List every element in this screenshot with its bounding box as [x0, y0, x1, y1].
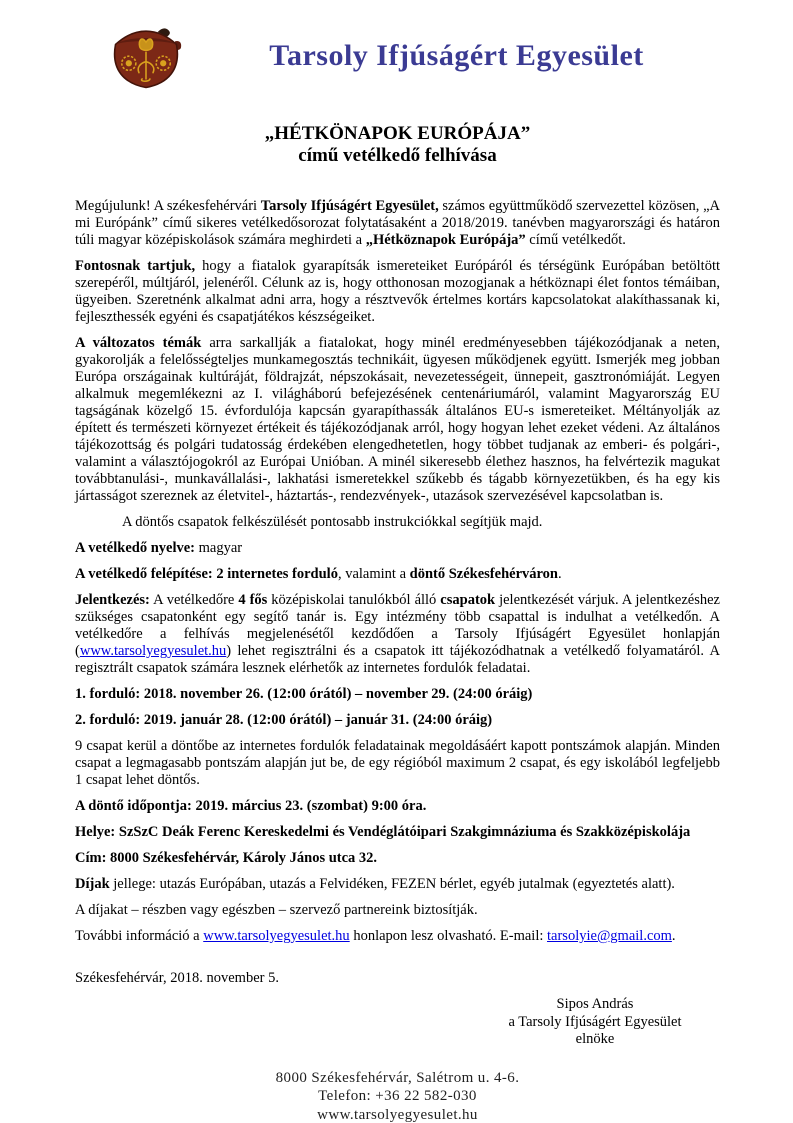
text-run: hogy a fiatalok gyarapítsák ismereteiket Európáról és térségünk Európában betöltött szerepéről, múltjáról, jelenéről. Célunk az is, hogy otthonosan mozogjanak a hétköznapi élet fontos témáiban, ügyeiben. Szeretnénk alkalmat adni arra, hogy a résztvevők értelmes kortárs kapcsolatokat alakíthassanak ki, fejleszthessék egyéni és csapatjátékos készségeiket.	[75, 258, 720, 325]
text-run: .	[558, 566, 562, 582]
tarsoly-satchel-logo-icon	[103, 21, 189, 93]
page-title	[75, 123, 720, 167]
text-run: 4 fős	[238, 592, 268, 608]
text-run: A döntős csapatok felkészülését pontosabb instrukciókkal segítjük majd.	[122, 514, 543, 530]
paragraph	[75, 824, 720, 841]
footer-line: www.tarsolyegyesulet.hu	[317, 1106, 478, 1123]
link[interactable]: www.tarsolyegyesulet.hu	[79, 643, 227, 659]
text-run: Fontosnak tartjuk,	[75, 258, 196, 274]
text-run: arra sarkallják a fiatalokat, hogy minél eredményesebben tájékozódjanak a neten, gyakorolják a felelősségteljes munkamegosztás technikáit, ügyesen működjenek együtt. Ismerjék meg jobban Európa országainak kultúráját, földrajzát, népszokásait, nevezetességeit, ünnepeit, gasztronómiáját. Legyen alkalmuk megemlékezni az I. világháború befejezésének centenáriumáról, valamint Magyarország EU tagságának közelgő 15. évfordulója kapcsán gyarapíthassák általános EU-s ismereteiket. Méltányolják az épített és természeti környezet értékeit és tájékozódjanak arról, hogy hogyan lehet ezeket védeni. Az általános tájékozottság és polgári tudatosság érdekében elengedhetetlen, hogy többet tudjanak az emberi- és polgári-, valamint a választójogokról az Európai Unióban. A minél sikeresebb élethez hasznos, ha felvértezik magukat továbbtanulási-, munkavállalási-, lakhatási ismeretekkel szűkebb és tágabb környezetükben, és ha egy kis jártasságot szereznek az életvitel-, háztartás-, rendezvények-, utazások szervezésével kapcsolatban is.	[75, 335, 721, 504]
paragraph	[75, 514, 720, 531]
footer-line: Telefon: +36 22 582-030	[318, 1088, 477, 1104]
text-run: 2. forduló: 2019. január 28. (12:00 órától) – január 31. (24:00 óráig)	[75, 712, 493, 728]
paragraph	[75, 686, 720, 703]
paragraph	[75, 928, 720, 945]
link[interactable]: www.tarsolyegyesulet.hu	[203, 928, 350, 944]
text-run: magyar	[195, 540, 243, 556]
paragraph	[75, 850, 720, 867]
text-run: Jelentkezés:	[75, 592, 150, 608]
text-run: honlapon lesz olvasható. E-mail:	[349, 928, 548, 944]
text-run: , valamint a	[337, 566, 410, 582]
text-run: döntő Székesfehérváron	[409, 566, 558, 582]
page-title-line1: „HÉTKÖNAPOK EURÓPÁJA”	[264, 123, 531, 144]
page-title-line2: című vetélkedő felhívása	[298, 145, 497, 166]
text-run: A vetélkedő felépítése: 2 internetes forduló	[75, 566, 338, 582]
paragraph	[75, 540, 720, 557]
text-run: jellege: utazás Európában, utazás a Felvidéken, FEZEN bérlet, egyéb jutalmak (egyeztetés alatt).	[109, 876, 675, 892]
text-run: Cím: 8000 Székesfehérvár, Károly János utca 32.	[75, 850, 378, 866]
text-run: .	[671, 928, 676, 944]
footer-contact-block	[75, 1069, 720, 1123]
text-run: A változatos témák	[75, 335, 202, 351]
paragraph	[75, 335, 720, 505]
text-run: Helye: SzSzC Deák Ferenc Kereskedelmi és Vendéglátóipari Szakgimnáziuma és Szakközépiskolája	[75, 824, 691, 840]
text-run: csapatok	[440, 592, 496, 608]
document-page	[0, 16, 793, 1123]
text-run: középiskolai tanulókból álló	[267, 592, 441, 608]
paragraph	[75, 798, 720, 815]
footer-line: 8000 Székesfehérvár, Salétrom u. 4-6.	[275, 1069, 520, 1086]
signature-line: Sipos András	[556, 996, 634, 1012]
paragraph	[75, 712, 720, 729]
document-body	[75, 198, 720, 987]
text-run: számos együttműködő szervezettel közösen, „A mi Európánk” című sikeres vetélkedősorozat folytatásaként a 2018/2019. tanévben magyarországi és határon túli magyar középiskolások számára meghirdeti a	[75, 198, 720, 248]
text-run: Tarsoly Ifjúságért Egyesület,	[260, 198, 439, 214]
text-run: jelentkezését várjuk. A jelentkezéshez szükséges csapatonként egy segítő tanár is. Egy intézmény több csapattal is indulhat a vetélkedőn. A vetélkedőre a felhívás megjelenésétől kezdődően a Tarsoly Ifjúságért Egyesület honlapján (	[75, 592, 720, 659]
paragraph	[75, 258, 720, 326]
text-run: „Hétköznapok Európája”	[365, 232, 526, 248]
text-run: További információ a	[75, 928, 204, 944]
paragraph	[75, 902, 720, 919]
signature-line: elnöke	[575, 1031, 615, 1047]
paragraph	[75, 876, 720, 893]
text-run: Székesfehérvár, 2018. november 5.	[75, 970, 279, 986]
text-run: A vetélkedőre	[149, 592, 239, 608]
organization-name: Tarsoly Ifjúságért Egyesület	[269, 39, 644, 72]
header-banner	[75, 16, 720, 96]
text-run: 9 csapat kerül a döntőbe az internetes fordulók feladatainak megoldásáért kapott pontszámok alapján. Minden csapat a legmagasabb pontszám alapján jut be, de egy régióból maximum 2 csapat, és egy iskolából legfeljebb 1 csapat lehet döntős.	[75, 738, 720, 788]
text-run: 1. forduló: 2018. november 26. (12:00 órától) – november 29. (24:00 óráig)	[75, 686, 533, 702]
signature-line: a Tarsoly Ifjúságért Egyesület	[508, 1013, 682, 1030]
paragraph	[75, 970, 720, 987]
signature-block	[470, 996, 720, 1049]
text-run: A döntő időpontja: 2019. március 23. (szombat) 9:00 óra.	[75, 798, 427, 814]
text-run: A díjakat – részben vagy egészben – szervező partnereink biztosítják.	[75, 902, 478, 918]
paragraph	[75, 198, 720, 249]
text-run: A vetélkedő nyelve:	[75, 540, 196, 556]
text-run: Díjak	[75, 876, 110, 892]
text-run: című vetélkedőt.	[525, 232, 626, 248]
text-run: Megújulunk! A székesfehérvári	[75, 198, 261, 214]
link[interactable]: tarsolyie@gmail.com	[547, 928, 672, 944]
paragraph	[75, 738, 720, 789]
paragraph	[75, 566, 720, 583]
paragraph	[75, 592, 720, 677]
text-run: ) lehet regisztrálni és a csapatok itt tájékozódhatnak a vetélkedő folyamatáról. A regisztrált csapatok számára lesznek elérhetők az internetes fordulók feladatai.	[75, 643, 720, 676]
